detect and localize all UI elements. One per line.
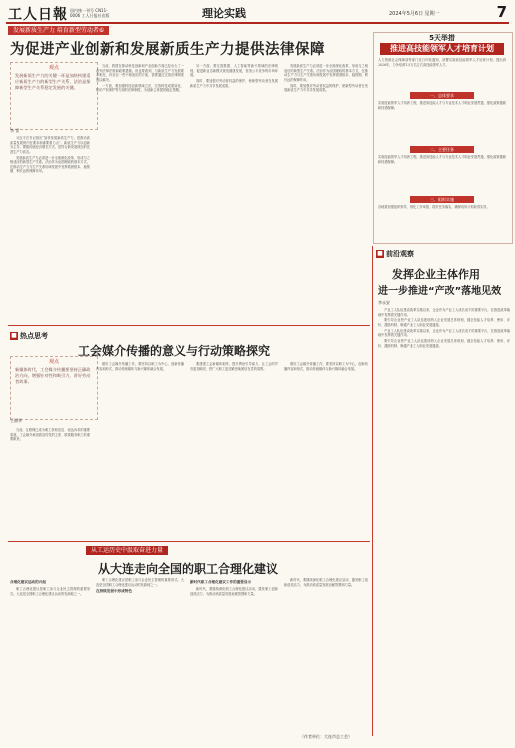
right-author: 李永安 [378, 300, 390, 305]
masthead [6, 4, 509, 24]
hot-summary-box [10, 356, 98, 420]
sidebar-label-3: 三、组织实施 [410, 196, 474, 203]
lead-author: 李 雷 [10, 128, 20, 133]
sidebar-text-1: 实施技能领军人才培养工程，推进高技能人才与专业技术人才职业发展贯通，强化政策激励和待遇保障。 [378, 101, 506, 110]
lead-col3-p2: 同时，要加强对劳动者权益的保护，使新型劳动者在发展新质生产力中共享发展成果。 [190, 78, 278, 88]
hot-col3-p1: 要建强工会新媒体矩阵，提升舆论引导能力，让工会的声音更加响亮，把广大职工更加紧密地团结在党的周围。 [190, 362, 278, 371]
hot-col4-p1: 做好工会媒介传播工作，要坚持以职工为中心，创新传播内容和形式，推动传统媒体与新兴媒体融合发展。 [284, 362, 368, 371]
hot-headline[interactable]: 工会媒介传播的意义与行动策略探究 [78, 344, 271, 358]
right-col-p4: 要引导企业把产业工人队伍建设纳入企业发展总体规划，健全技能人才培养、使用、评价、激励机制，畅通产业工人职业发展通道。 [378, 339, 510, 348]
page-number: 7 [496, 3, 507, 21]
sidebar-band[interactable]: 推进高技能领军人才培育计划 [380, 43, 504, 55]
sidebar-intro: 人力资源社会保障部等部门近日印发通知，部署实施高技能领军人才培育计划，提出到2026年，力争培养1.5万名左右高技能领军人才。 [378, 58, 506, 67]
hot-summary-title: 观点 [48, 359, 59, 365]
hot-column-1 [10, 428, 90, 538]
divider-vertical [372, 246, 373, 736]
bottom-column-4 [284, 578, 368, 728]
lead-column-3 [190, 64, 278, 322]
bottom-subhead-3: 新时代职工合理化建议工作的重要启示 [190, 580, 252, 584]
newspaper-logo: 工人日報 [8, 7, 68, 23]
bottom-column-1 [10, 578, 90, 734]
hot-col1-p1: 当前，互联网已成为职工获取信息、表达诉求的重要渠道。工会媒介承担着宣传党的主张、联系服务职工的重要职责。 [10, 428, 90, 442]
right-col-p2: 要引导企业把产业工人队伍建设纳入企业发展总体规划，健全技能人才培养、使用、评价、激励机制，畅通产业工人职业发展通道。 [378, 318, 510, 327]
bottom-headline[interactable]: 从大连走向全国的职工合理化建议 [98, 562, 279, 576]
divider-1 [8, 325, 370, 326]
sidebar-head: 5天举措 [429, 34, 455, 42]
bottom-subhead-2: 在持续发展中形成特色 [96, 589, 132, 594]
issue-date: 2024年5月6日 星期一 [389, 11, 440, 17]
hot-col2-p1: 做好工会媒介传播工作，要坚持以职工为中心，创新传播内容和形式，推动传统媒体与新兴媒体融合发展。 [96, 362, 184, 371]
lead-summary-text: 发展新质生产力的关键一环是加快构建适应新质生产力的新型生产关系，法治是保障新型生产关系稳定发展的关键。 [15, 73, 91, 90]
lead-col1-p1: 习近平总书记指出“加快发展新质生产力，是推动高质量发展的内在要求和重要着力点”。新质生产力以创新为主导，摆脱传统经济增长方式，是符合新发展理念的先进生产力质态。 [10, 136, 90, 154]
bottom-column-3 [190, 578, 278, 734]
bottom-column-2 [96, 578, 184, 734]
lead-col2-p1: 当前，我国在推动科技创新和产业创新方面已经出台了一系列法律法规和政策措施。但也要看到，与新质生产力发展要求相比，仍存在一些不相适应的方面，需要通过完善法律制度加以解决。 [96, 64, 184, 82]
sidebar-label-1: 一、总体要求 [410, 92, 474, 99]
bottom-col4-p1: 新时代，要继续深化职工合理化建议活动，激发职工创新创造活力，为推动高质量发展贡献智慧和力量。 [284, 578, 368, 587]
hot-section-tag: ■ 热点思考 [11, 332, 48, 340]
lead-headline[interactable]: 为促进产业创新和发展新质生产力提供法律保障 [10, 42, 325, 58]
right-col-p3: 产业工人队伍建设改革实施以来，企业作为产业工人成长成才的重要平台，在推进改革落地中发挥着关键作用。 [378, 328, 510, 338]
bottom-col1-p1: 职工合理化建议是职工参与企业民主管理的重要形式。大连是全国职工合理化建议运动的发源地之一。 [10, 587, 90, 596]
lead-col2-p2: 一方面，要加强科技创新领域立法，完善科技成果转化、知识产权保护等方面的法律制度，为创新主体提供稳定预期。 [96, 83, 184, 93]
lead-column-4 [284, 64, 368, 322]
lead-col1-p2: 发展新质生产力必须进一步全面深化改革，形成与之相适应的新型生产关系。法治作为治国理政的基本方式，在推动生产力与生产关系协调发展中发挥着固根本、稳预期、利长远的保障作用。 [10, 155, 90, 174]
bottom-band: 从工运历史中汲取奋进力量 [86, 546, 168, 555]
bottom-col2-p1: 职工合理化建议是职工参与企业民主管理的重要形式。大连是全国职工合理化建议运动的发源地之一。 [96, 578, 184, 587]
masthead-info: 国内统一刊号 CN11-0006 工人日报社出版 [70, 8, 110, 18]
bottom-subhead-1: 合理化建议运动的兴起 [10, 580, 46, 584]
sidebar-label-2: 二、主要任务 [410, 146, 474, 153]
bottom-author: （作者单位：大连市总工会） [300, 734, 352, 739]
sidebar-text-2: 实施技能领军人才培养工程，推进高技能人才与专业技术人才职业发展贯通，强化政策激励和待遇保障。 [378, 155, 506, 164]
divider-2 [8, 541, 370, 542]
lead-column-2 [96, 64, 184, 322]
right-headline-2[interactable]: 进一步推进“产改”落地见效 [378, 286, 502, 297]
lead-col3-p1: 另一方面，要完善数据、人工智能等新兴领域的法律规则，促进新业态新模式规范健康发展，营造公平竞争的市场环境。 [190, 64, 278, 78]
lead-column-1 [10, 136, 90, 322]
sidebar-text-3: 各地要加强组织领导，细化工作举措，抓好任务落实，确保培育计划取得实效。 [378, 205, 490, 209]
right-section-tag: ■ 前沿观察 [377, 250, 414, 258]
tag-icon: ■ [11, 332, 17, 339]
bottom-col3-p1: 新时代，要继续深化职工合理化建议活动，激发职工创新创造活力，为推动高质量发展贡献智慧和力量。 [190, 587, 278, 596]
section-title: 理论实践 [202, 7, 246, 20]
hot-column-3 [190, 362, 278, 538]
hot-author: 王丽华 [10, 418, 22, 423]
lead-col4-p1: 发展新质生产力必须进一步全面深化改革，形成与之相适应的新型生产关系。法治作为治国理政的基本方式，在推动生产力与生产关系协调发展中发挥着固根本、稳预期、利长远的保障作用。 [284, 64, 368, 82]
right-headline-1[interactable]: 发挥企业主体作用 [392, 268, 480, 281]
lead-summary-box [10, 62, 98, 130]
lead-kicker: 发展新质生产力 培育新型劳动者⑥ [8, 26, 109, 35]
right-column [378, 308, 510, 728]
hot-column-4 [284, 362, 368, 538]
tag-icon: ■ [377, 250, 383, 257]
hot-summary-text: 新媒体时代，工会媒介传播要坚持正确政治方向，增强针对性和吸引力，讲好劳动者故事。 [15, 367, 91, 384]
lead-summary-title: 观点 [48, 65, 59, 71]
right-col-p1: 产业工人队伍建设改革实施以来，企业作为产业工人成长成才的重要平台，在推进改革落地中发挥着关键作用。 [378, 308, 510, 317]
lead-col4-p2: 同时，要加强对劳动者权益的保护，使新型劳动者在发展新质生产力中共享发展成果。 [284, 83, 368, 93]
hot-column-2 [96, 362, 184, 538]
